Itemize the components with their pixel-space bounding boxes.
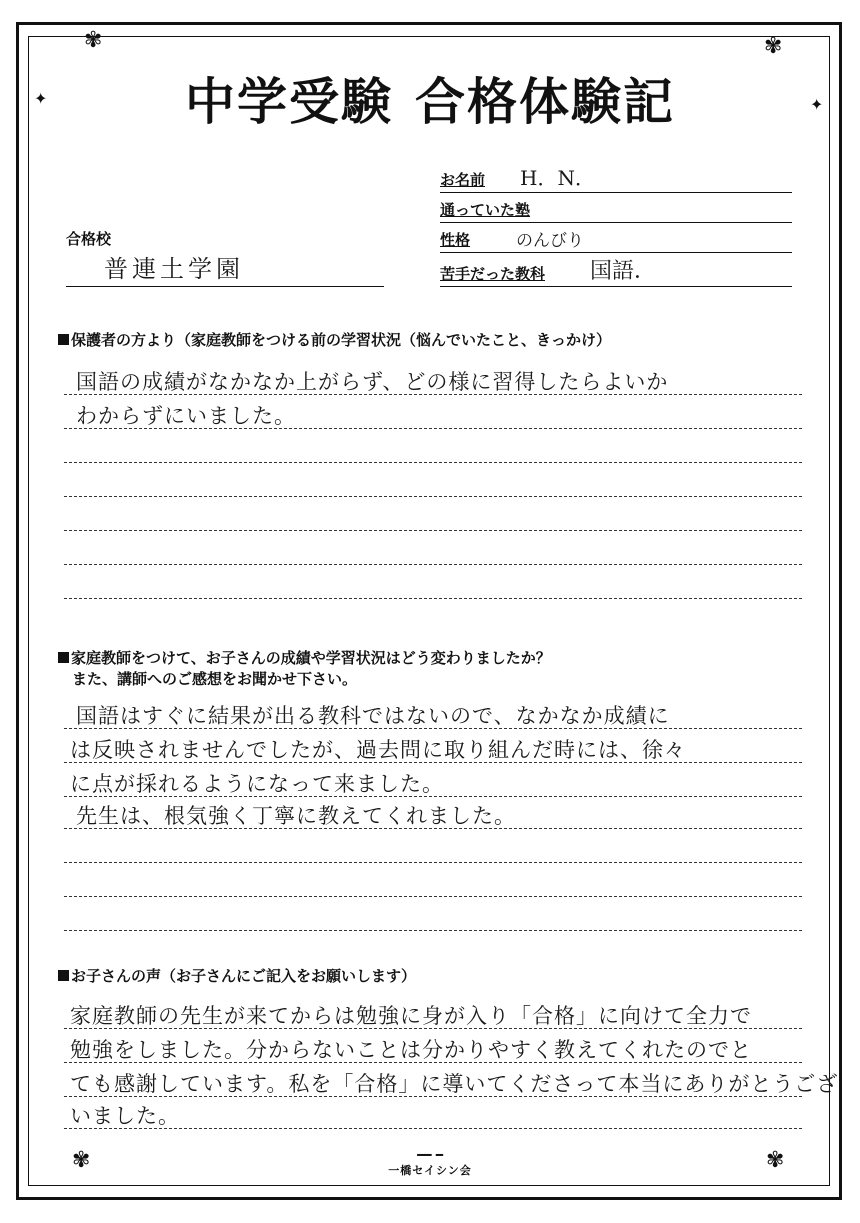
ruled-line	[64, 496, 802, 497]
section2-line-2: は反映されませんでしたが、過去問に取り組んだ時には、徐々	[70, 738, 686, 762]
name-row	[440, 166, 792, 193]
ruled-line	[64, 1028, 802, 1029]
section2-line-4: 先生は、根気強く丁寧に教えてくれました。	[76, 804, 516, 828]
weak-subject-value: 国語．	[590, 259, 657, 284]
corner-sprig-icon: ✦	[810, 95, 824, 114]
passed-school-row	[66, 250, 384, 287]
ruled-line	[64, 462, 802, 463]
section3-line-4: いました。	[70, 1104, 180, 1128]
logo-text: 一橋セイシン会	[388, 1164, 472, 1177]
section1-heading	[58, 330, 611, 351]
ruled-line	[64, 428, 802, 429]
section3-heading	[58, 966, 416, 987]
page-title	[0, 62, 860, 134]
logo-mark-icon: ━━ ━	[417, 1148, 443, 1162]
personality-label: 性格	[440, 231, 471, 249]
section3-line-1: 家庭教師の先生が来てからは勉強に身が入り「合格」に向けて全力で	[70, 1004, 752, 1028]
weak-subject-label: 苦手だった教科	[440, 265, 546, 283]
corner-flower-icon: ✾	[84, 28, 103, 53]
ruled-line	[64, 530, 802, 531]
name-label: お名前	[440, 171, 486, 189]
passed-school-label: 合格校	[66, 230, 112, 248]
ruled-line	[64, 598, 802, 599]
passed-school-value: 普連土学園	[104, 255, 244, 283]
section3-heading-text: お子さんの声（お子さんにご記入をお願いします）	[71, 967, 417, 985]
ruled-line	[64, 394, 802, 395]
name-value: H．N．	[520, 166, 595, 190]
corner-flower-icon: ✾	[764, 34, 783, 59]
personality-value: のんびり	[516, 231, 584, 251]
section2-line-3: に点が採れるようになって来ました。	[70, 772, 444, 796]
ruled-line	[64, 564, 802, 565]
section1-line-2: わからずにいました。	[76, 404, 296, 428]
bullet-square-icon	[58, 652, 69, 663]
cram-school-row	[440, 196, 792, 223]
section3-line-3: ても感謝しています。私を「合格」に導いてくださって本当にありがとうござ	[70, 1072, 839, 1096]
ruled-line	[64, 896, 802, 897]
cram-school-label: 通っていた塾	[440, 201, 531, 219]
ruled-line	[64, 930, 802, 931]
section1-heading-text: 保護者の方より（家庭教師をつける前の学習状況（悩んでいたこと、きっかけ）	[71, 331, 612, 349]
ruled-line	[64, 728, 802, 729]
ruled-line	[64, 1096, 802, 1097]
section2-heading-text-1: 家庭教師をつけて、お子さんの成績や学習状況はどう変わりましたか？	[71, 649, 551, 667]
ruled-line	[64, 1062, 802, 1063]
personality-row	[440, 226, 792, 253]
ruled-line	[64, 828, 802, 829]
title-part-2: 合格体験記	[415, 73, 675, 131]
bullet-square-icon	[58, 970, 69, 981]
section2-line-1: 国語はすぐに結果が出る教科ではないので、なかなか成績に	[76, 704, 670, 728]
weak-subject-row	[440, 260, 792, 287]
title-part-1: 中学受験	[185, 73, 393, 131]
footer-logo	[0, 1148, 860, 1178]
section2-heading-text-2: また、講師へのご感想をお聞かせ下さい。	[72, 670, 358, 688]
section3-line-2: 勉強をしました。分からないことは分かりやすく教えてくれたのでと	[70, 1038, 752, 1062]
section2-heading	[58, 648, 551, 690]
ruled-line	[64, 796, 802, 797]
ruled-line	[64, 862, 802, 863]
corner-sprig-icon: ✦	[34, 89, 48, 108]
ruled-line	[64, 1128, 802, 1129]
corner-flower-icon: ✾	[766, 1148, 785, 1173]
section1-line-1: 国語の成績がなかなか上がらず、どの様に習得したらよいか	[76, 370, 669, 394]
corner-flower-icon: ✾	[72, 1148, 91, 1173]
ruled-line	[64, 762, 802, 763]
bullet-square-icon	[58, 334, 69, 345]
